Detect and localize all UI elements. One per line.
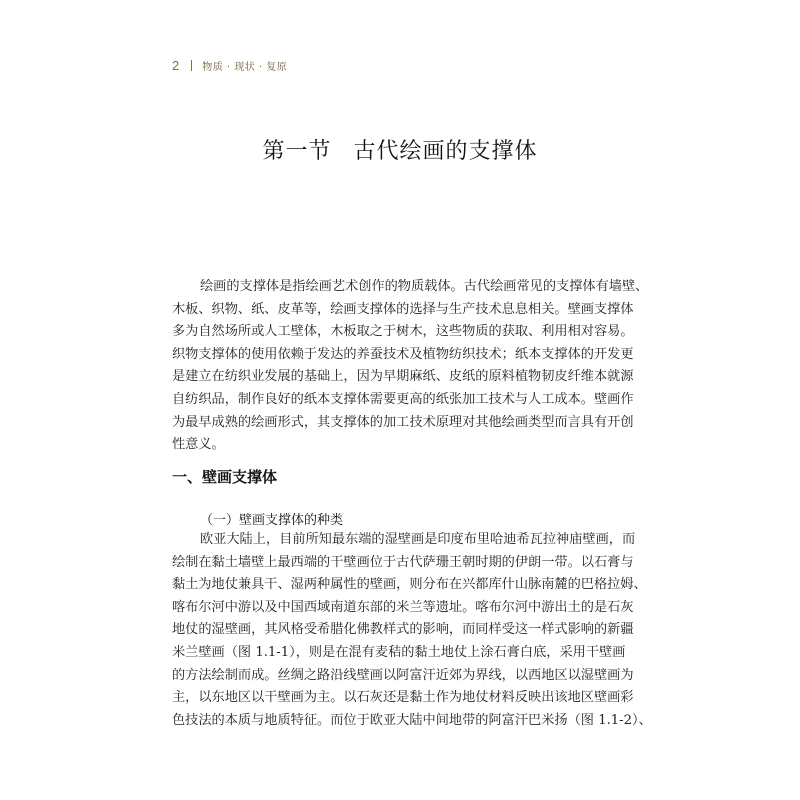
paragraph-line: 多为自然场所或人工壁体，木板取之于树木，这些物质的获取、利用相对容易。: [172, 324, 634, 340]
subheading-mural-types: （一）壁画支撑体的种类: [200, 513, 344, 528]
section-label: 第一节: [262, 139, 332, 164]
paragraph-line: 色技法的本质与地质特征。而位于欧亚大陆中间地带的阿富汗巴米扬（图 1.1-2）、: [172, 712, 652, 728]
paragraph-line: 性意义。: [172, 437, 225, 453]
main-paragraph: [172, 529, 652, 732]
paragraph-line: 自纺织品，制作良好的纸本支撑体需要更高的纸张加工技术与人工成本。壁画作: [172, 391, 634, 407]
paragraph-line: 为最早成熟的绘画形式，其支撑体的加工技术原理对其他绘画类型而言具有开创: [172, 414, 634, 430]
paragraph-line: 喀布尔河中游以及中国西域南道东部的米兰等遗址。喀布尔河中游出土的是石灰: [172, 599, 634, 615]
paragraph-line: 主，以东地区以干壁画为主。以石灰还是黏土作为地仗材料反映出该地区壁画彩: [172, 690, 634, 706]
paragraph-line: 织物支撑体的使用依赖于发达的养蚕技术及植物纺织技术；纸本支撑体的开发更: [172, 346, 634, 362]
paragraph-line: 黏土为地仗兼具干、湿两种属性的壁画，则分布在兴都库什山脉南麓的巴格拉姆、: [172, 577, 647, 593]
paragraph-line: 地仗的湿壁画，其风格受希腊化佛教样式的影响，而同样受这一样式影响的新疆: [172, 622, 634, 638]
running-header: [172, 58, 287, 73]
paragraph-line: 绘画的支撑体是指绘画艺术创作的物质载体。古代绘画常见的支撑体有墙壁、: [200, 279, 649, 294]
paragraph-line: 木板、织物、纸、皮革等，绘画支撑体的选择与生产技术息息相关。壁画支撑体: [172, 301, 634, 317]
section-title: [0, 134, 800, 165]
paragraph-line: 欧亚大陆上，目前所知最东端的湿壁画是印度布里哈迪希瓦拉神庙壁画，而: [200, 532, 636, 547]
page-number: 2: [172, 58, 180, 73]
paragraph-line: 绘制在黏土墙壁上最西端的干壁画位于古代萨珊王朝时期的伊朗一带。以石膏与: [172, 554, 634, 570]
header-divider: [191, 60, 192, 71]
intro-paragraph: [172, 276, 649, 457]
paragraph-line: 的方法绘制而成。丝绸之路沿线壁画以阿富汗近郊为界线，以西地区以湿壁画为: [172, 667, 634, 683]
running-title: 物质 · 现状 · 复原: [202, 62, 288, 73]
section-heading: 古代绘画的支撑体: [353, 139, 538, 164]
heading-mural-support: 一、壁画支撑体: [172, 468, 278, 486]
paragraph-line: 是建立在纺织业发展的基础上，因为早期麻纸、皮纸的原料植物韧皮纤维本就源: [172, 369, 634, 385]
paragraph-line: 米兰壁画（图 1.1-1），则是在混有麦秸的黏土地仗上涂石膏白底，采用干壁画: [172, 644, 626, 660]
